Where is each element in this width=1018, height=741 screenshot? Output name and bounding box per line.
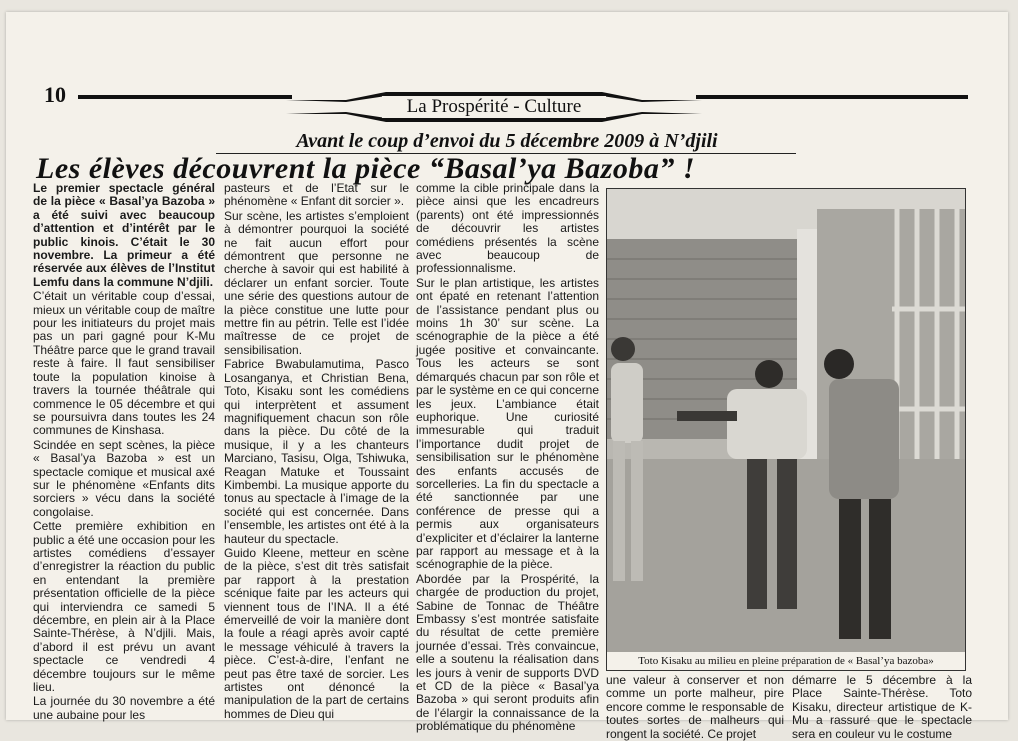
newspaper-page — [6, 12, 1008, 741]
rehearsal-photo-illustration — [607, 189, 965, 653]
section-banner — [286, 88, 702, 126]
paragraph: Scindée en sept scènes, la pièce « Basal’ya Bazoba » est un spectacle comique et musical axé sur le phénomène «Enfants dits sorciers » vécu dans la société congolaise. — [33, 437, 215, 519]
article-column-5: démarre le 5 décembre à la Place Sainte-Thérèse. Toto Kisaku, directeur artistique de K-Mu a rassuré que le spectacle sera en couleur vu le costume — [792, 673, 972, 741]
article-photo — [606, 188, 966, 654]
paragraph: La journée du 30 novembre a été une aubaine pour les — [33, 694, 215, 722]
paragraph: comme la cible principale dans la pièce ainsi que les encadreurs (parents) ont été impressionnés de découvrir les artistes comédiens présentés la scène avec beaucoup de professionnalisme. — [416, 181, 599, 276]
article-kicker: Avant le coup d’envoi du 5 décembre 2009 à N’djili — [296, 130, 718, 152]
paragraph: pasteurs et de l’Etat sur le phénomène « Enfant dit sorcier ». — [224, 181, 409, 209]
paragraph: Guido Kleene, metteur en scène de la pièce, s’est dit très satisfait par rapport à la prestation scénique faite par les acteurs qui viennent tous de l’INA. Il a été émerveillé de voir la manière dont la foule a réagi après avoir capté le message véhiculé à travers la pièce. C’est-à-dire, l’enfant ne peut pas être taxé de sorcier. Les artistes ont dénoncé la manipulation de la part de certains hommes de Dieu qui — [224, 545, 409, 721]
article-column-3 — [416, 181, 599, 734]
paragraph: Cette première exhibition en public a été une occasion pour les artistes comédiens d’essayer d’enregistrer la réaction du public en entendant la première présentation officielle de la pièce qui interviendra ce samedi 5 décembre, en plein air à la Place Sainte-Thérèse, à N’djili. Mais, d’abord il est prévu un avant spectacle ce vendredi 4 décembre toujours sur le même lieu. — [33, 519, 215, 695]
section-title: La Prospérité - Culture — [406, 96, 582, 117]
header-rule-left — [78, 95, 292, 99]
photo-caption: Toto Kisaku au milieu en pleine préparation de « Basal’ya bazoba» — [606, 652, 966, 671]
paragraph: C’était un véritable coup d’essai, mieux un véritable coup de maître pour les initiateurs du projet mais pas un pari gagné pour K-Mu Théâtre parce que le grand travail reste à faire. Il faut sensibiliser toute la population kinoise à travers la tournée théâtrale qui commence le 05 décembre et qui se poursuivra dans toutes les 24 communes de Kinshasa. — [33, 289, 215, 438]
page-number: 10 — [44, 82, 66, 107]
article-column-2 — [224, 182, 409, 722]
paragraph: Sur le plan artistique, les artistes ont épaté en retenant l’attention de l’assistance pendant plus ou moins 1h 30’ sur scène. La scénographie de la pièce a été jugée positive et convaincante. Tous les acteurs se sont démarqués chacun par son rôle et par le système en ce qui concerne les jeux. L’ambiance était euphorique. Une curiosité immesurable qui traduit l’importance dudit projet de sensibilisation sur le phénomène des enfants accusés de sorcelleries. La fin du spectacle a été sanctionnée par une conférence de presse qui a permis aux organisateurs d’expliciter et d’éclairer la lanterne par rapport au message et à la scénographie de la pièce. — [416, 275, 599, 572]
paragraph: Sur scène, les artistes s’emploient à démontrer pourquoi la société ne fait aucun effort pour démontrent que personne ne cherche à savoir qui est habilité à déclarer un enfant sorcier. Toute une série des questions autour de la pièce constitue une lutte pour mettre fin au pétrin. Telle est l’idée maîtresse de ce projet de sensibilisation. — [224, 208, 409, 357]
article-column-4: une valeur à conserver et non comme un porte malheur, pire encore comme le responsable de toutes sortes de malheurs qui rongent la société. Ce projet — [606, 673, 784, 741]
article-lead: Le premier spectacle général de la pièce « Basal’ya Bazoba » a été suivi avec beaucoup d’attention et d’intérêt par le public kinois. C’était le 30 novembre. La primeur a été réservée aux élèves de l’Institut Lemfu dans la commune N’djili. — [33, 181, 215, 289]
article-column-1 — [33, 182, 215, 722]
article-headline: Les élèves découvrent la pièce “Basal’ya Bazoba” ! — [36, 152, 696, 185]
paragraph: Fabrice Bwabulamutima, Pasco Losanganya, et Christian Bena, Toto, Kisaku sont les comédiens qui interprètent et assument magnifiquement chacun son rôle dans la pièce. Du côté de la musique, il y a les chanteurs Marciano, Tasisu, Olga, Tshiwuka, Reagan Matuke et Toussaint Kimbembi. La musique apporte du tonus au spectacle à l’image de la société qui est concernée. Dans l’ensemble, les artistes ont été à la hauteur du spectacle. — [224, 357, 409, 546]
paragraph: Abordée par la Prospérité, la chargée de production du projet, Sabine de Tonnac de Théâtre Embassy s’est montrée satisfaite du résultat de cette première journée d’essai. Très convaincue, elle a soutenu la réalisation dans les jours à venir de supports DVD et CD de la pièce « Basal’ya Bazoba » qui seront produits afin de l’élargir la connaissance de la problématique du phénomène — [416, 571, 599, 734]
header-rule-right — [696, 95, 968, 99]
